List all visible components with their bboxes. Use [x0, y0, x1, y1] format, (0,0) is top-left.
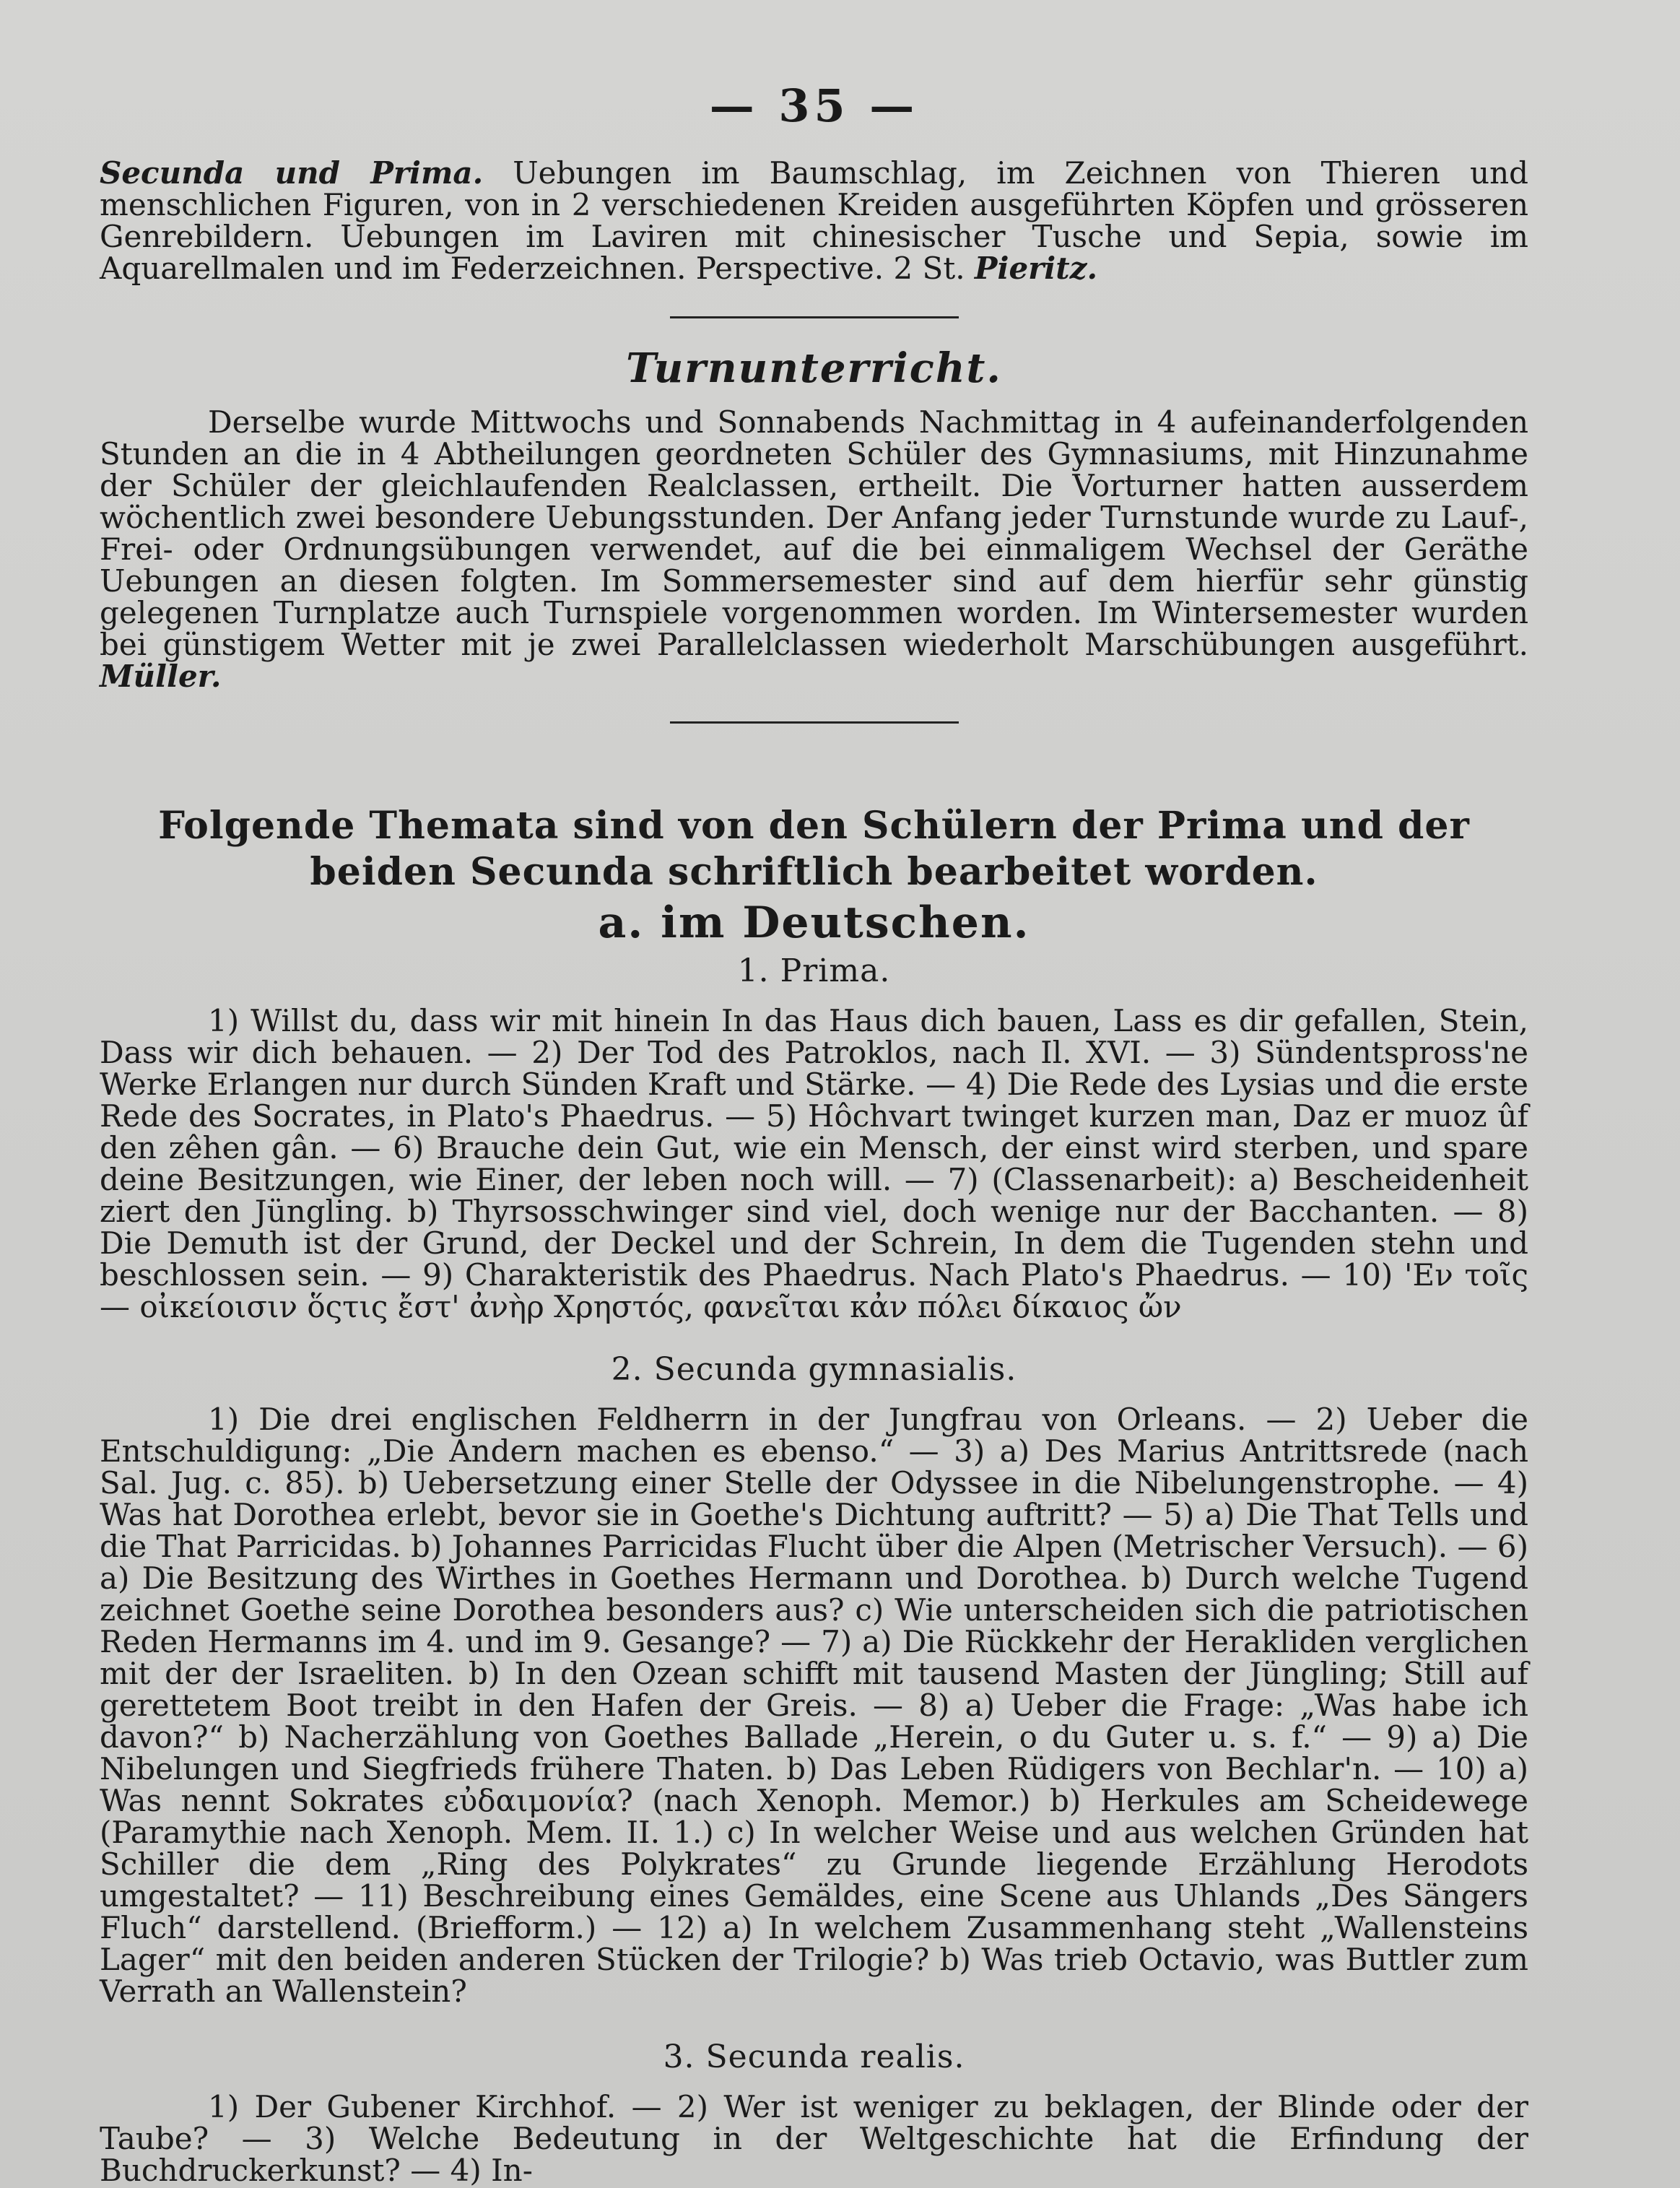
- secunda-realis-title: 3. Secunda realis.: [663, 2039, 965, 2075]
- turnen-heading: Turnunterricht.: [626, 344, 1002, 392]
- art-text: Uebungen im Baumschlag, im Zeichnen von Thieren und menschlichen Figuren, von in 2 verschiedenen Kreiden ausgeführten Köpfen und grösseren Genrebildern. Uebungen im Laviren mit chinesischer Tusche und Sepia, sowie im Aquarellmalen und im Federzeichnen. Perspective. 2 St.: [100, 155, 1528, 286]
- art-teacher: Pieritz.: [974, 251, 1098, 286]
- art-label: Secunda und Prima.: [100, 155, 484, 191]
- secunda-gymnasialis-title: 2. Secunda gymnasialis.: [611, 1351, 1017, 1388]
- secunda-realis-text: 1) Der Gubener Kirchhof. — 2) Wer ist weniger zu beklagen, der Blinde oder der Taube? — 3) Welche Bedeutung in der Weltgeschichte hat die Erfindung der Buchdruckerkunst? — 4) In-: [100, 2089, 1528, 2188]
- prima-text: 1) Willst du, dass wir mit hinein In das Haus dich bauen, Lass es dir gefallen, Stein, Dass wir dich behauen. — 2) Der Tod des Patroklos, nach Il. XVI. — 3) Sündentspross'ne Werke Erlangen nur durch Sünden Kraft und Stärke. — 4) Die Rede des Lysias und die erste Rede des Socrates, in Plato's Phaedrus. — 5) Hôchvart twinget kurzen man, Daz er muoz ûf den zêhen gân. — 6) Brauche dein Gut, wie ein Mensch, der einst wird sterben, und spare deine Besitzungen, wie Einer, der leben noch will. — 7) (Classenarbeit): a) Bescheidenheit ziert den Jüngling. b) Thyrsosschwinger sind viel, doch wenige nur der Bacchanten. — 8) Die Demuth ist der Grund, der Deckel und der Schrein, In dem die Tugenden stehn und beschlossen sein. — 9) Charakteristik des Phaedrus. Nach Plato's Phaedrus. — 10) 'Εν τοῖς — οἰκείοισιν ὅςτις ἔστ' ἀνὴρ Χρηστός, φανεῖται κἀν πόλει δίκαιος ὤν: [100, 1003, 1528, 1324]
- prima-title: 1. Prima.: [737, 952, 891, 989]
- page-number: — 35 —: [709, 79, 919, 132]
- themata-heading: Folgende Themata sind von den Schülern der Prima und der beiden Secunda schriftlich bearbeitet worden.: [158, 804, 1470, 894]
- section-divider: [670, 721, 959, 724]
- turnen-text: Derselbe wurde Mittwochs und Sonnabends Nachmittag in 4 aufeinanderfolgenden Stunden an die in 4 Abtheilungen geordneten Schüler des Gymnasiums, mit Hinzunahme der Schüler der gleichlaufenden Realclassen, ertheilt. Die Vorturner hatten ausserdem wöchentlich zwei besondere Uebungsstunden. Der Anfang jeder Turnstunde wurde zu Lauf-, Frei- oder Ordnungsübungen verwendet, auf die bei einmaligem Wechsel der Geräthe Uebungen an diesen folgten. Im Sommersemester sind auf dem hierfür sehr günstig gelegenen Turnplatze auch Turnspiele vorgenommen worden. Im Wintersemester wurden bei günstigem Wetter mit je zwei Parallelclassen wiederholt Marschübungen ausgeführt.: [100, 404, 1528, 662]
- turnen-paragraph: [100, 404, 1528, 694]
- deutsch-subheading: a. im Deutschen.: [598, 898, 1030, 948]
- section-divider: [670, 316, 959, 318]
- art-paragraph: [100, 157, 1528, 285]
- turnen-teacher: Müller.: [100, 659, 222, 694]
- secunda-gymnasialis-text: 1) Die drei englischen Feldherrn in der Jungfrau von Orleans. — 2) Ueber die Entschuldigung: „Die Andern machen es ebenso.“ — 3) a) Des Marius Antrittsrede (nach Sal. Jug. c. 85). b) Uebersetzung einer Stelle der Odyssee in die Nibelungenstrophe. — 4) Was hat Dorothea erlebt, bevor sie in Goethe's Dichtung auftritt? — 5) a) Die That Tells und die That Parricidas. b) Johannes Parricidas Flucht über die Alpen (Metrischer Versuch). — 6) a) Die Besitzung des Wirthes in Goethes Hermann und Dorothea. b) Durch welche Tugend zeichnet Goethe seine Dorothea besonders aus? c) Wie unterscheiden sich die patriotischen Reden Hermanns im 4. und im 9. Gesange? — 7) a) Die Rückkehr der Herakliden verglichen mit der der Israeliten. b) In den Ozean schifft mit tausend Masten der Jüngling; Still auf gerettetem Boot treibt in den Hafen der Greis. — 8) a) Ueber die Frage: „Was habe ich davon?“ b) Nacherzählung von Goethes Ballade „Herein, o du Guter u. s. f.“ — 9) a) Die Nibelungen und Siegfrieds frühere Thaten. b) Das Leben Rüdigers von Bechlar'n. — 10) a) Was nennt Sokrates εὐδαιμονία? (nach Xenoph. Memor.) b) Herkules am Scheidewege (Paramythie nach Xenoph. Mem. II. 1.) c) In welcher Weise und aus welchen Gründen hat Schiller die dem „Ring des Polykrates“ zu Grunde liegende Erzählung Herodots umgestaltet? — 11) Beschreibung eines Gemäldes, eine Scene aus Uhlands „Des Sängers Fluch“ darstellend. (Briefform.) — 12) a) In welchem Zusammenhang steht „Wallensteins Lager“ mit den beiden anderen Stücken der Trilogie? b) Was trieb Octavio, was Buttler zum Verrath an Wallenstein?: [100, 1402, 1528, 2009]
